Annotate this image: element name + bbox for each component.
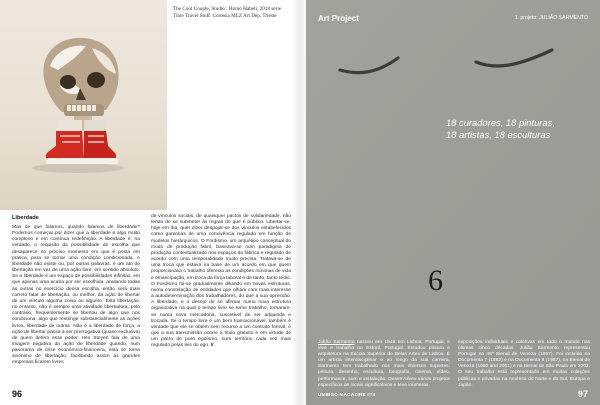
magazine-footer: UMBIGO MAGAZINE #74	[318, 392, 376, 397]
right-page	[306, 0, 600, 405]
section-label: Art Project	[318, 14, 359, 23]
painting-artwork	[306, 0, 600, 340]
body-column-left: Mas de que falamos, quando falamos de liberdade? Podemos começar por dizer que a liberdade é algo muito complexo e em contínua redefinição. A liberdade é, na verdade, o requisito da possibilidade de escolha que desaparece no preciso momento em que é posta em prática, para se tornar uma condição condicionada. A liberdade não existe ou, por outras palavras, é um ato de libertação em vez de uma ação livre, em sentido absoluto. Se a liberdade é um espaço de possibilidades infinitas, em que apenas uma acaba por ser escolhida, anulando todas as outras no exercício dessa escolha, então será mais correto falar de libertação, ou melhor, da ação de libertar de um vínculo alguma coisa ou alguém. Esta libertação, no entanto, não é sempre uma atividade libertadora, pelo contrário, frequentemente se libertou de algo que nos condiciona, algo que restringe substancialmente as ações livres, liberdade de outras. Não é a liberdade de força, a ação de libertar passa a ser prerrogativa (quase exclusiva) de quem detém esse poder. Hito Steyerl fala de uma imagem negativa da ação de liberdade quando, num panorama de crise económico-financeira, esta se torna sinónimo de libertação, facilitando assim às grandes empresas ficarem livres	[12, 225, 140, 366]
photo-caption: The Cool Couple, Studio : Homo Habeli, 2018 série Time Travel Stuff. Cortesia MLZ Art Dep, Trieste	[173, 6, 282, 19]
headline-line: 18 curadores, 18 pinturas,	[446, 117, 555, 128]
headline	[446, 117, 596, 141]
shadow-shape	[32, 163, 124, 173]
painting-marks	[306, 0, 600, 340]
bio-column-left	[318, 340, 450, 389]
headline-line: 18 artistas, 18 esculturas	[446, 129, 551, 141]
eye-socket	[87, 72, 105, 88]
project-label	[515, 15, 588, 21]
eye-socket	[60, 75, 76, 89]
body-text: de vínculos sociais, de quaisquer pactos de solidariedade, não tendo de se submeter às regras do que é público. Libertar-se, hoje em dia, quer dizer despojar-se dos vínculos estabelecidos como garantias de uma convivência regulada em função de modelos hierárquicos. O Fordismo, um arquétipo conceptual do modo de produção fabril, baseava-se num paradigma de produção contextualizado nos espaços da fábrica e regulado de acordo com uma temporalidade muito precisa. Tratava-se de uma troca que estava na base de um acordo em que quem proporcionava o trabalho oferecia as condições mínimas de vida e emancipação, em troca da força laboral e de tanto, tanto tédio. O Fordismo foi-se gradualmente diluindo em novas estruturas, numa constelação de entidades que olham com mais interesse a autodeterminação dos trabalhadores, do que a sua opressão. A liberdade, e o desejo de se afirmar numa nova estrutura organizativa na qual o tempo livre se torne trabalho, tornaram-se numa nova mercadoria, suscetível de ser adquirida e trocada. Se o tempo livre é um bem transacionável, também é verdade que ele se obtém sem recurso a um contrato formal, e que a sua transmissão ocorre a título gratuito e em virtude de um pacto de puro egoísmo, num território cada vez mais regulado pelas leis do ego.	[151, 214, 292, 349]
red-sneakers	[46, 120, 118, 164]
body-column-right	[151, 214, 291, 349]
section-heading: Liberdade	[12, 215, 39, 221]
artist-name: Julião Sarmento	[318, 340, 355, 345]
painted-numeral: 6	[428, 264, 443, 297]
page-number-left: 96	[12, 389, 23, 399]
project-number: 1	[515, 15, 518, 21]
bio-text: nasceu em 1948 em Lisboa, Portugal, e vive e trabalha no Estoril, Portugal. Estudou pintura e arquitetura na Escola Superior de Belas Artes de Lisboa. É um artista interdisciplinar e ao longo da sua carreira, Sarmento tem trabalhado nos mais diversos suportes: pintura, desenho, escultura, fotografia, cinema, vídeo, performance, som e instalação. Desenvolveu vários projetos específicos de locais significativos e teve inúmeras	[318, 340, 450, 388]
bio-column-right: exposições individuais e coletivas em todo o mundo nas últimas cinco décadas. Julião Sarmento representou Portugal na 46ª Bienal de Veneza (1997). Foi incluído na Documenta 7 (1982) e na Documenta 8 (1987), na Bienal de Veneza (1980 and 2001) e na Bienal de São Paulo em 2002. O seu trabalho está representado em muitas coleções públicas e privadas na América do Norte e do Sul, Europa e Japão.	[458, 340, 590, 388]
sculpture-photo	[0, 0, 167, 210]
skull-sneakers-illustration	[0, 0, 167, 210]
page-number-right: 97	[577, 389, 588, 399]
end-mark: //	[210, 343, 214, 349]
project-title: projeto: JULIÃO SARMENTO	[520, 15, 588, 21]
